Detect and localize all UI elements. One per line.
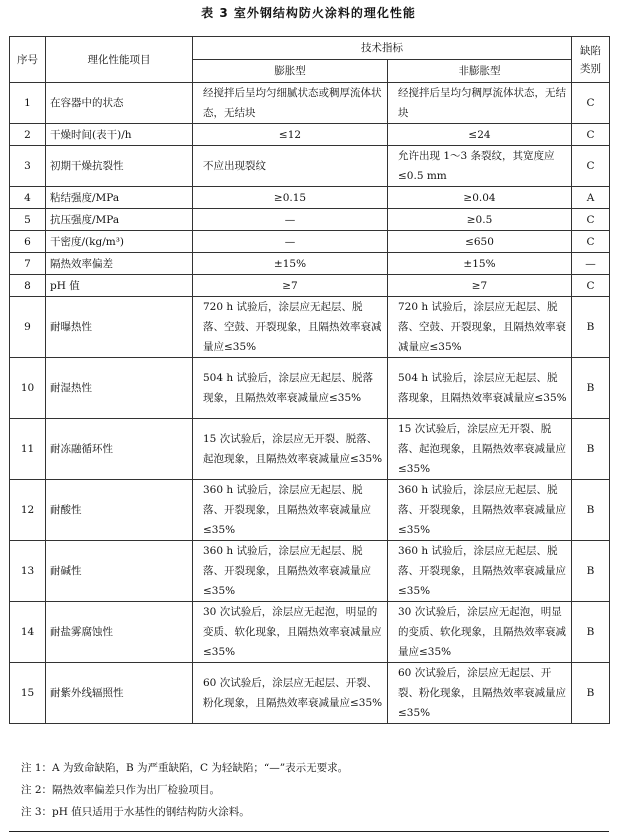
row-item: 耐冻融循环性 xyxy=(46,419,193,480)
row-non-intumescent: 360 h 试验后，涂层应无起层、脱落、开裂现象，且隔热效率衰减量应≤35% xyxy=(388,480,572,541)
header-seq: 序号 xyxy=(10,37,46,83)
row-number: 1 xyxy=(10,83,46,124)
row-item: 耐湿热性 xyxy=(46,358,193,419)
table-row xyxy=(10,187,610,209)
row-non-intumescent: ±15% xyxy=(388,253,572,275)
row-defect-category: B xyxy=(572,480,610,541)
row-number: 11 xyxy=(10,419,46,480)
header-non-intumescent: 非膨胀型 xyxy=(388,60,572,83)
row-non-intumescent: ≥0.5 xyxy=(388,209,572,231)
header-tech: 技术指标 xyxy=(193,37,572,60)
table-row xyxy=(10,275,610,297)
row-defect-category: B xyxy=(572,419,610,480)
row-number: 5 xyxy=(10,209,46,231)
table-row xyxy=(10,663,610,724)
row-non-intumescent: 720 h 试验后，涂层应无起层、脱落、空鼓、开裂现象，且隔热效率衰减量应≤35% xyxy=(388,297,572,358)
row-defect-category: C xyxy=(572,146,610,187)
table-row xyxy=(10,480,610,541)
row-defect-category: B xyxy=(572,602,610,663)
row-item: 耐曝热性 xyxy=(46,297,193,358)
header-item: 理化性能项目 xyxy=(46,37,193,83)
table-row xyxy=(10,253,610,275)
row-item: 隔热效率偏差 xyxy=(46,253,193,275)
row-number: 2 xyxy=(10,124,46,146)
row-defect-category: C xyxy=(572,209,610,231)
row-defect-category: C xyxy=(572,124,610,146)
row-intumescent: — xyxy=(193,209,388,231)
row-intumescent: ≥7 xyxy=(193,275,388,297)
row-intumescent: 30 次试验后，涂层应无起泡，明显的变质、软化现象，且隔热效率衰减量应≤35% xyxy=(193,602,388,663)
row-non-intumescent: 经搅拌后呈均匀稠厚流体状态，无结块 xyxy=(388,83,572,124)
row-intumescent: 360 h 试验后，涂层应无起层、脱落、开裂现象，且隔热效率衰减量应≤35% xyxy=(193,541,388,602)
row-non-intumescent: 15 次试验后，涂层应无开裂、脱落、起泡现象，且隔热效率衰减量应≤35% xyxy=(388,419,572,480)
header-intumescent: 膨胀型 xyxy=(193,60,388,83)
row-defect-category: B xyxy=(572,663,610,724)
note-1: 注 1：A 为致命缺陷，B 为严重缺陷，C 为轻缺陷；“—”表示无要求。 xyxy=(21,762,349,774)
table-notes xyxy=(9,757,609,832)
row-intumescent: ≥0.15 xyxy=(193,187,388,209)
row-item: pH 值 xyxy=(46,275,193,297)
row-item: 抗压强度/MPa xyxy=(46,209,193,231)
table-title: 表 3 室外钢结构防火涂料的理化性能 xyxy=(201,6,416,20)
table-row xyxy=(10,209,610,231)
row-number: 13 xyxy=(10,541,46,602)
row-intumescent: 60 次试验后，涂层应无起层、开裂、粉化现象，且隔热效率衰减量应≤35% xyxy=(193,663,388,724)
row-defect-category: C xyxy=(572,275,610,297)
row-item: 粘结强度/MPa xyxy=(46,187,193,209)
table-row xyxy=(10,358,610,419)
row-intumescent: — xyxy=(193,231,388,253)
row-item: 耐酸性 xyxy=(46,480,193,541)
table-row xyxy=(10,297,610,358)
row-item: 耐碱性 xyxy=(46,541,193,602)
row-non-intumescent: ≤650 xyxy=(388,231,572,253)
table-row xyxy=(10,541,610,602)
row-number: 14 xyxy=(10,602,46,663)
row-non-intumescent: 60 次试验后，涂层应无起层、开裂、粉化现象，且隔热效率衰减量应≤35% xyxy=(388,663,572,724)
row-non-intumescent: 允许出现 1～3 条裂纹，其宽度应≤0.5 mm xyxy=(388,146,572,187)
row-defect-category: A xyxy=(572,187,610,209)
row-non-intumescent: 30 次试验后，涂层应无起泡，明显的变质、软化现象，且隔热效率衰减量应≤35% xyxy=(388,602,572,663)
row-non-intumescent: 360 h 试验后，涂层应无起层、脱落、开裂现象，且隔热效率衰减量应≤35% xyxy=(388,541,572,602)
row-number: 3 xyxy=(10,146,46,187)
row-non-intumescent: ≥0.04 xyxy=(388,187,572,209)
row-item: 初期干燥抗裂性 xyxy=(46,146,193,187)
row-number: 10 xyxy=(10,358,46,419)
table-row xyxy=(10,602,610,663)
row-intumescent: 360 h 试验后，涂层应无起层、脱落、开裂现象，且隔热效率衰减量应≤35% xyxy=(193,480,388,541)
row-item: 耐紫外线辐照性 xyxy=(46,663,193,724)
row-item: 干密度/(kg/m³) xyxy=(46,231,193,253)
row-intumescent: 720 h 试验后，涂层应无起层、脱落、空鼓、开裂现象，且隔热效率衰减量应≤35% xyxy=(193,297,388,358)
row-item: 干燥时间(表干)/h xyxy=(46,124,193,146)
row-non-intumescent: 504 h 试验后，涂层应无起层、脱落现象，且隔热效率衰减量应≤35% xyxy=(388,358,572,419)
row-defect-category: — xyxy=(572,253,610,275)
row-defect-category: B xyxy=(572,297,610,358)
row-defect-category: C xyxy=(572,231,610,253)
row-number: 15 xyxy=(10,663,46,724)
properties-table xyxy=(9,36,610,724)
row-intumescent: ≤12 xyxy=(193,124,388,146)
table-row xyxy=(10,83,610,124)
header-defect-line2: 类别 xyxy=(580,62,601,75)
table-row xyxy=(10,419,610,480)
row-non-intumescent: ≤24 xyxy=(388,124,572,146)
row-defect-category: B xyxy=(572,358,610,419)
row-intumescent: 不应出现裂纹 xyxy=(193,146,388,187)
row-number: 8 xyxy=(10,275,46,297)
row-defect-category: C xyxy=(572,83,610,124)
row-number: 9 xyxy=(10,297,46,358)
row-number: 7 xyxy=(10,253,46,275)
row-intumescent: 经搅拌后呈均匀细腻状态或稠厚流体状态，无结块 xyxy=(193,83,388,124)
table-row xyxy=(10,231,610,253)
row-defect-category: B xyxy=(572,541,610,602)
row-intumescent: ±15% xyxy=(193,253,388,275)
header-defect-line1: 缺陷 xyxy=(580,44,601,57)
table-row xyxy=(10,124,610,146)
row-intumescent: 15 次试验后，涂层应无开裂、脱落、起泡现象，且隔热效率衰减量应≤35% xyxy=(193,419,388,480)
row-item: 在容器中的状态 xyxy=(46,83,193,124)
row-intumescent: 504 h 试验后，涂层应无起层、脱落现象，且隔热效率衰减量应≤35% xyxy=(193,358,388,419)
note-3: 注 3：pH 值只适用于水基性的钢结构防火涂料。 xyxy=(21,806,250,818)
row-number: 12 xyxy=(10,480,46,541)
row-number: 4 xyxy=(10,187,46,209)
note-2: 注 2：隔热效率偏差只作为出厂检验项目。 xyxy=(21,784,221,796)
row-non-intumescent: ≥7 xyxy=(388,275,572,297)
header-defect xyxy=(572,37,610,83)
row-number: 6 xyxy=(10,231,46,253)
table-row xyxy=(10,146,610,187)
row-item: 耐盐雾腐蚀性 xyxy=(46,602,193,663)
